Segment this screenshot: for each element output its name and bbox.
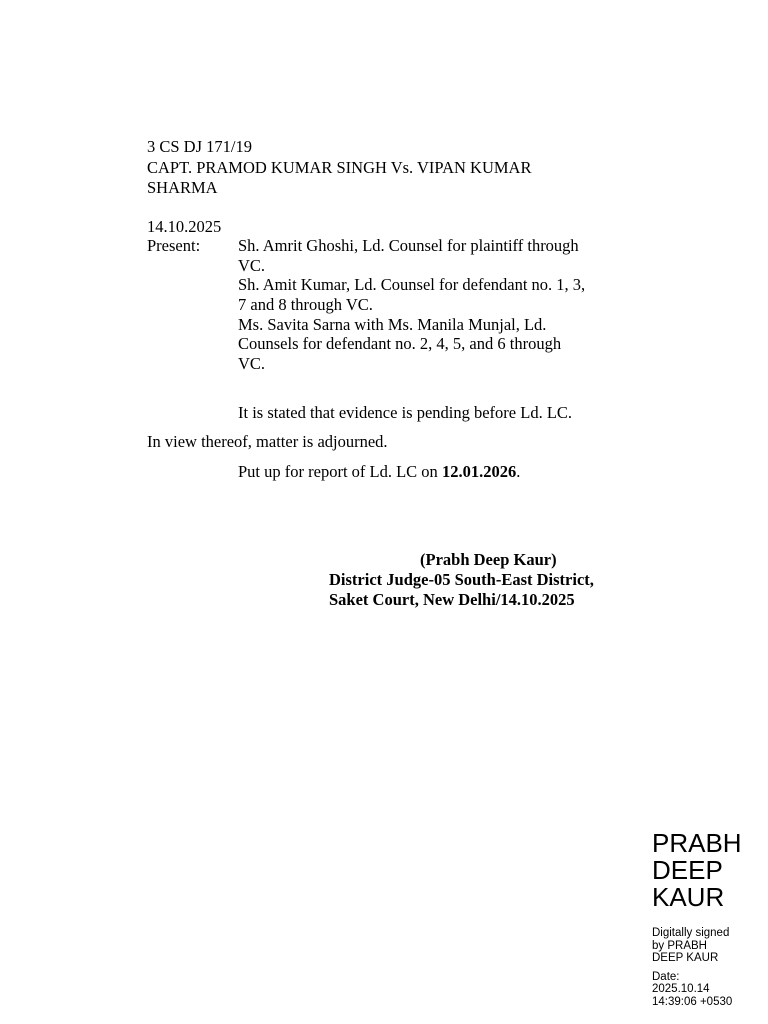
digital-signature-date-line: 14:39:06 +0530 (652, 995, 733, 1008)
present-line-7: VC. (238, 354, 266, 373)
digital-signature-signed-line: Digitally signed (652, 927, 730, 939)
judge-name: (Prabh Deep Kaur) (420, 550, 557, 569)
next-hearing-date: 12.01.2026 (441, 462, 517, 481)
digital-signature-name-line: KAUR (652, 882, 725, 912)
digital-signature-signed-line: by PRABH (652, 939, 707, 952)
case-title-line1: CAPT. PRAMOD KUMAR SINGH Vs. VIPAN KUMAR (147, 158, 532, 177)
present-line-3: Sh. Amit Kumar, Ld. Counsel for defendant no. 1, 3, (238, 275, 586, 294)
digital-signature-details (652, 927, 732, 1008)
present-line-4: 7 and 8 through VC. (238, 295, 373, 314)
case-number: 3 CS DJ 171/19 (147, 137, 252, 156)
digital-signature-date-line: Date: (652, 970, 680, 983)
order-paragraph-1: It is stated that evidence is pending before Ld. LC. (238, 403, 573, 422)
present-line-5: Ms. Savita Sarna with Ms. Manila Munjal, Ld. (238, 315, 547, 334)
digital-signature-signed-line: DEEP KAUR (652, 952, 719, 964)
digital-signature-date-line: 2025.10.14 (652, 983, 710, 995)
digital-signature-name-line: PRABH (652, 828, 742, 858)
present-line-2: VC. (238, 256, 266, 275)
digital-signature-name (652, 830, 742, 911)
judge-designation: District Judge-05 South-East District, (329, 570, 594, 589)
present-line-1: Sh. Amrit Ghoshi, Ld. Counsel for plaintiff through (238, 236, 579, 255)
order-paragraph-3-suffix: . (516, 462, 521, 481)
digital-signature-name-line: DEEP (652, 855, 723, 885)
hearing-date: 14.10.2025 (147, 217, 222, 236)
order-paragraph-3-text: Put up for report of Ld. LC on (238, 462, 442, 481)
order-paragraph-3 (238, 462, 520, 482)
case-title-line2: SHARMA (147, 178, 218, 197)
present-line-6: Counsels for defendant no. 2, 4, 5, and 6 through (238, 334, 562, 353)
order-paragraph-2: In view thereof, matter is adjourned. (147, 432, 388, 451)
present-label: Present: (147, 236, 201, 255)
judge-court: Saket Court, New Delhi/14.10.2025 (329, 590, 575, 609)
